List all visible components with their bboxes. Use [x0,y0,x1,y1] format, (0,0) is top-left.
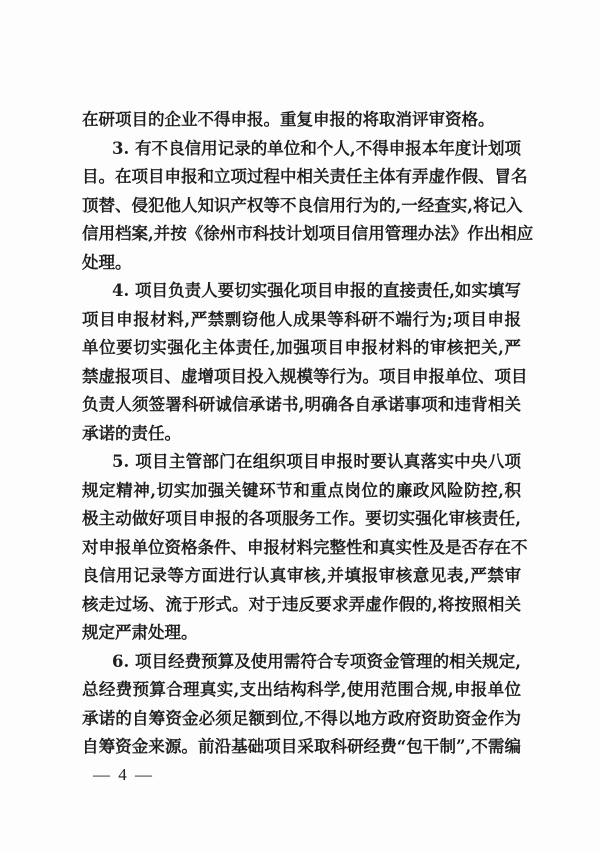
text-line: 总经费预算合理真实,支出结构科学,使用范围合规,申报单位 [82,680,521,699]
text-line: 规定严肃处理。 [82,623,198,642]
text-line: 自筹资金来源。前沿基础项目采取科研经费“包干制”,不需编 [82,737,521,756]
text-line: 5. 项目主管部门在组织项目申报时要认真落实中央八项 [112,452,521,471]
text-line: 目。在项目申报和立项过程中相关责任主体有弄虚作假、冒名 [82,167,528,186]
paragraph [82,448,528,648]
paragraph [82,648,521,762]
text-line: 禁虚报项目、虚增项目投入规模等行为。项目申报单位、项目 [82,366,528,386]
paragraph [82,106,521,135]
text-line: 处理。 [82,252,132,272]
text-line: 4. 项目负责人要切实强化项目申报的直接责任,如实填写 [112,281,521,300]
text-line: 3. 有不良信用记录的单位和个人,不得申报本年度计划项 [112,138,521,158]
text-line: 核走过场、流于形式。对于违反要求弄虚作假的,将按照相关 [82,594,521,614]
text-line: 在研项目的企业不得申报。重复申报的将取消评审资格。 [82,110,495,129]
document-body [82,106,534,762]
text-line: 6. 项目经费预算及使用需符合专项资金管理的相关规定, [112,651,521,671]
text-line: 极主动做好项目申报的各项服务工作。要切实强化审核责任, [82,509,521,528]
paragraph [82,277,528,448]
text-line: 规定精神,切实加强关键环节和重点岗位的廉政风险防控,积 [82,480,521,500]
text-line: 单位要切实强化主体责任,加强项目申报材料的审核把关,严 [82,338,521,357]
text-line: 承诺的自筹资金必须足额到位,不得以地方政府资助资金作为 [82,708,521,728]
text-line: 信用档案,并按《徐州市科技计划项目信用管理办法》作出相应 [82,224,534,243]
text-line: 负责人须签署科研诚信承诺书,明确各自承诺事项和违背相关 [82,395,521,414]
text-line: 项目申报材料,严禁剽窃他人成果等科研不端行为;项目申报 [82,309,521,329]
text-line: 良信用记录等方面进行认真审核,并填报审核意见表,严禁审 [82,566,521,585]
text-line: 顶替、侵犯他人知识产权等不良信用行为的,一经查实,将记入 [82,195,523,215]
paragraph [82,135,534,278]
text-line: 对申报单位资格条件、申报材料完整性和真实性及是否存在不 [82,537,528,557]
text-line: 承诺的责任。 [82,423,181,443]
page-number: — 4 — [93,765,154,784]
